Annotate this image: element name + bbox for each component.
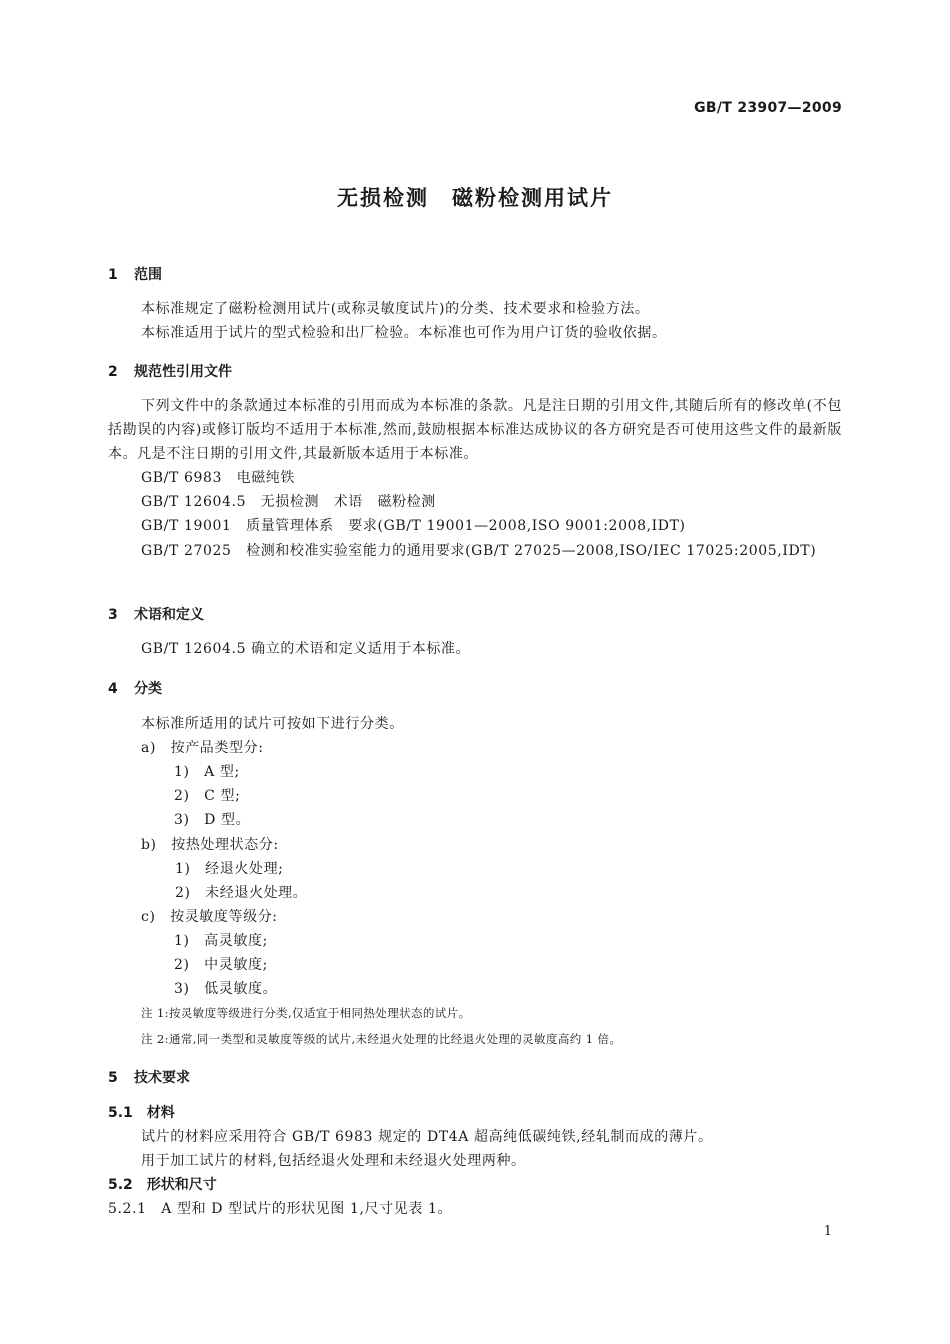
reference-item: GB/T 27025 检测和校准实验室能力的通用要求(GB/T 27025—2008,ISO/IEC 17025:2005,IDT)	[141, 543, 817, 559]
list-item: 1) 经退火处理;	[175, 861, 284, 877]
list-item: 2) 未经退火处理。	[175, 885, 308, 901]
list-item: a) 按产品类型分:	[141, 740, 264, 756]
list-item: 1) 高灵敏度;	[174, 933, 268, 949]
list-item: 3) 低灵敏度。	[174, 981, 278, 997]
section-number: 5	[108, 1070, 118, 1086]
reference-item: GB/T 6983 电磁纯铁	[141, 470, 296, 486]
list-item: 3) D 型。	[174, 812, 251, 828]
paragraph: 本标准适用于试片的型式检验和出厂检验。本标准也可作为用户订货的验收依据。	[141, 325, 667, 341]
section-title: 范围	[134, 267, 162, 283]
list-item: 2) C 型;	[174, 788, 241, 804]
document-title: 无损检测 磁粉检测用试片	[337, 186, 613, 210]
reference-item: GB/T 12604.5 无损检测 术语 磁粉检测	[141, 494, 436, 510]
section-number: 1	[108, 267, 118, 283]
list-item: 1) A 型;	[174, 764, 240, 780]
reference-item: GB/T 19001 质量管理体系 要求(GB/T 19001—2008,ISO 9001:2008,IDT)	[141, 518, 686, 534]
paragraph: 5.2.1 A 型和 D 型试片的形状见图 1,尺寸见表 1。	[108, 1201, 453, 1217]
paragraph: GB/T 12604.5 确立的术语和定义适用于本标准。	[141, 641, 471, 657]
section-number: 3	[108, 607, 118, 623]
section-title: 术语和定义	[134, 607, 204, 623]
section-4-heading	[108, 678, 162, 698]
section-number: 2	[108, 364, 118, 380]
section-5-heading	[108, 1067, 190, 1087]
paragraph: 用于加工试片的材料,包括经退火处理和未经退火处理两种。	[141, 1153, 526, 1169]
section-title: 技术要求	[134, 1070, 190, 1086]
note: 注 2:通常,同一类型和灵敏度等级的试片,未经退火处理的比经退火处理的灵敏度高约 1 倍。	[141, 1032, 622, 1046]
list-item: 2) 中灵敏度;	[174, 957, 268, 973]
paragraph: 下列文件中的条款通过本标准的引用而成为本标准的条款。凡是注日期的引用文件,其随后所有的修改单(不包括勘误的内容)或修订版均不适用于本标准,然而,鼓励根据本标准达成协议的各方研究是否可使用这些文件的最新版本。凡是不注日期的引用文件,其最新版本适用于本标准。	[108, 398, 842, 462]
paragraph: 试片的材料应采用符合 GB/T 6983 规定的 DT4A 超高纯低碳纯铁,经轧制而成的薄片。	[141, 1129, 713, 1145]
section-title: 分类	[134, 681, 162, 697]
section-number: 4	[108, 681, 118, 697]
subsection-heading: 5.2 形状和尺寸	[108, 1177, 217, 1193]
subsection-heading: 5.1 材料	[108, 1105, 175, 1121]
note: 注 1:按灵敏度等级进行分类,仅适宜于相同热处理状态的试片。	[141, 1006, 471, 1020]
page-number: 1	[823, 1224, 832, 1239]
section-1-heading	[108, 264, 162, 284]
section-2-heading	[108, 361, 232, 381]
section-title: 规范性引用文件	[134, 364, 232, 380]
standard-number: GB/T 23907—2009	[694, 100, 842, 116]
paragraph: 本标准所适用的试片可按如下进行分类。	[141, 716, 404, 732]
list-item: b) 按热处理状态分:	[141, 837, 279, 853]
section-3-heading	[108, 604, 204, 624]
list-item: c) 按灵敏度等级分:	[141, 909, 278, 925]
paragraph: 本标准规定了磁粉检测用试片(或称灵敏度试片)的分类、技术要求和检验方法。	[141, 301, 650, 317]
